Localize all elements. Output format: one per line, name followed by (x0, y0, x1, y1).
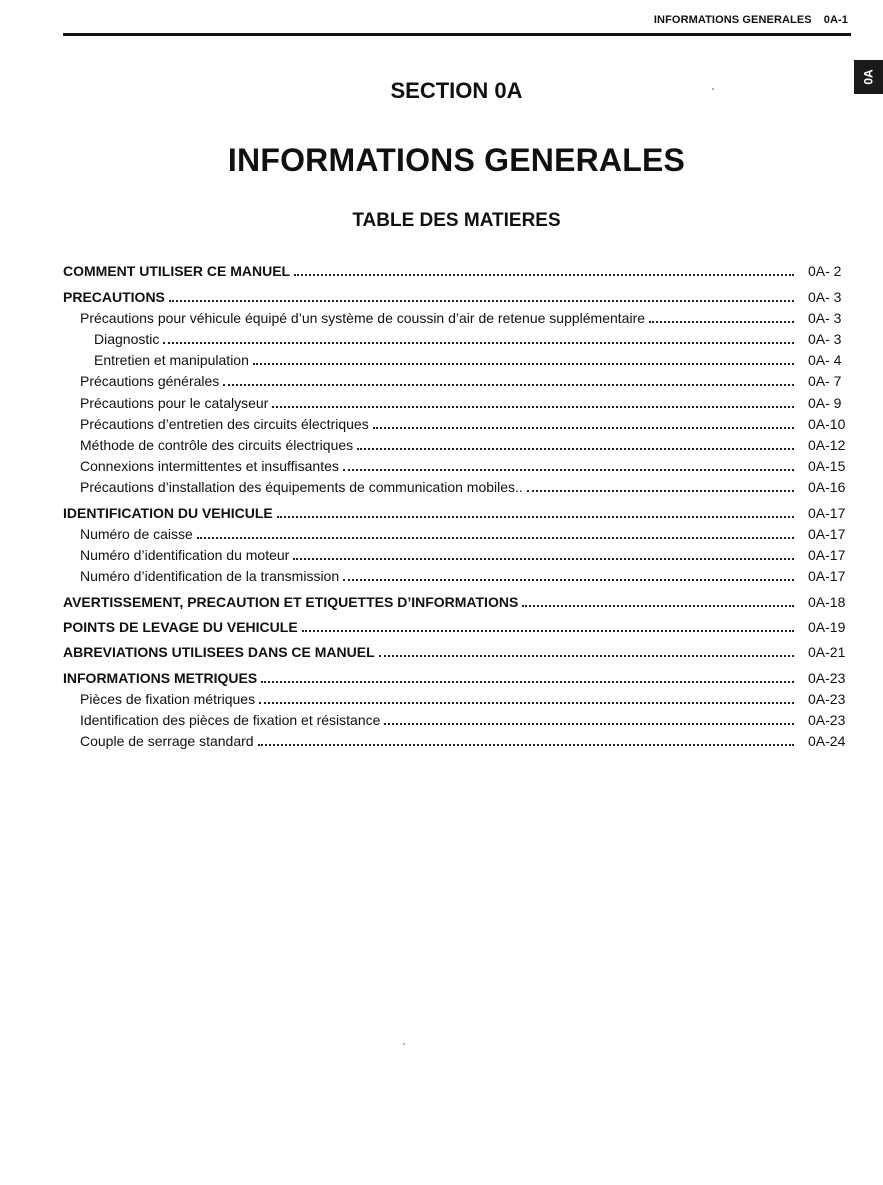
toc-entry-label: Identification des pièces de fixation et résistance (80, 712, 381, 729)
dot-leader (253, 363, 794, 365)
scan-speck (712, 88, 714, 90)
toc-entry[interactable] (63, 347, 854, 368)
dot-leader (277, 516, 794, 518)
dot-leader (197, 537, 794, 539)
toc-entry-label: PRECAUTIONS (63, 288, 165, 305)
dot-leader (373, 427, 794, 429)
dot-leader (302, 630, 794, 632)
section-tab-label: 0A (861, 69, 876, 85)
toc-entry[interactable] (63, 563, 854, 584)
header-rule (63, 33, 851, 36)
page-number: 0A-1 (823, 14, 848, 26)
toc-entry-page: 0A-17 (808, 525, 846, 542)
toc-entry-label: Connexions intermittentes et insuffisantes (80, 458, 339, 475)
toc-entry-page: 0A-15 (808, 458, 846, 475)
toc-entry-label: Méthode de contrôle des circuits électriques (80, 436, 354, 453)
dot-leader (261, 681, 794, 683)
dot-leader (293, 558, 794, 560)
dot-leader (527, 490, 794, 492)
toc-entry[interactable] (63, 639, 854, 660)
toc-entry-label: IDENTIFICATION DU VEHICULE (63, 504, 273, 521)
section-title: SECTION 0A (390, 78, 523, 103)
toc-entry-label: Numéro de caisse (80, 525, 193, 542)
dot-leader (343, 469, 794, 471)
toc-entry-page: 0A-23 (808, 712, 846, 729)
toc-entry[interactable] (63, 588, 854, 609)
toc-entry-page: 0A- 7 (808, 373, 842, 390)
dot-leader (223, 384, 794, 386)
running-header (654, 14, 848, 26)
toc-entry-page: 0A- 4 (808, 352, 842, 369)
dot-leader (169, 300, 794, 302)
toc-entry-page: 0A-24 (808, 733, 846, 750)
toc-entry[interactable] (63, 542, 854, 563)
toc-entry-page: 0A-18 (808, 593, 846, 610)
toc-entry-label: POINTS DE LEVAGE DU VEHICULE (63, 618, 298, 635)
dot-leader (258, 744, 794, 746)
toc-entry[interactable] (63, 368, 854, 389)
toc-entry[interactable] (63, 499, 854, 520)
toc-entry-label: Précautions d’installation des équipements de communication mobiles.. (80, 479, 523, 496)
toc-entry[interactable] (63, 411, 854, 432)
toc-entry-page: 0A-10 (808, 415, 846, 432)
toc-entry-page: 0A-23 (808, 669, 846, 686)
toc-entry-label: Précautions d’entretien des circuits électriques (80, 415, 369, 432)
dot-leader (649, 321, 794, 323)
scan-speck (403, 1043, 405, 1045)
toc-entry-page: 0A-23 (808, 690, 846, 707)
toc-entry-label: Couple de serrage standard (80, 733, 254, 750)
toc-entry-page: 0A-21 (808, 644, 846, 661)
dot-leader (379, 655, 794, 657)
toc-entry-label: Entretien et manipulation (94, 352, 249, 369)
toc-entry[interactable] (63, 686, 854, 707)
dot-leader (259, 702, 794, 704)
toc-entry-page: 0A-16 (808, 479, 846, 496)
toc-entry[interactable] (63, 665, 854, 686)
toc-entry[interactable] (63, 728, 854, 749)
toc-entry[interactable] (63, 283, 854, 304)
toc-entry-page: 0A-17 (808, 504, 846, 521)
toc-entry-page: 0A-19 (808, 618, 846, 635)
toc-entry-label: Précautions pour le catalyseur (80, 394, 269, 411)
toc-entry[interactable] (63, 258, 854, 279)
toc-entry-page: 0A-17 (808, 547, 846, 563)
toc-entry[interactable] (63, 707, 854, 728)
toc-entry-page: 0A- 3 (808, 330, 842, 347)
toc-entry[interactable] (63, 453, 854, 474)
toc-entry[interactable] (63, 521, 854, 542)
running-header-title: INFORMATIONS GENERALES (653, 14, 812, 26)
toc-entry-label: Diagnostic (94, 330, 160, 347)
page-title: INFORMATIONS GENERALES (227, 142, 686, 178)
toc-entry-label: COMMENT UTILISER CE MANUEL (63, 263, 291, 280)
dot-leader (163, 342, 794, 344)
toc-entry[interactable] (63, 305, 854, 326)
toc-entry-label: Numéro d’identification du moteur (80, 547, 290, 563)
table-of-contents (63, 258, 854, 749)
dot-leader (343, 579, 794, 581)
dot-leader (522, 605, 794, 607)
toc-entry-label: Numéro d’identification de la transmission (80, 568, 340, 585)
toc-entry[interactable] (63, 614, 854, 635)
toc-entry-label: INFORMATIONS METRIQUES (63, 669, 258, 686)
dot-leader (384, 723, 794, 725)
toc-entry-label: Précautions générales (80, 373, 220, 390)
toc-entry-label: Pièces de fixation métriques (80, 690, 256, 707)
toc-entry-label: ABREVIATIONS UTILISEES DANS CE MANUEL (63, 644, 375, 661)
toc-entry-page: 0A- 9 (808, 394, 842, 411)
toc-entry[interactable] (63, 432, 854, 453)
toc-entry[interactable] (63, 389, 854, 410)
toc-entry-page: 0A- 3 (808, 288, 842, 305)
dot-leader (294, 274, 794, 276)
toc-entry-label: AVERTISSEMENT, PRECAUTION ET ETIQUETTES D’INFORMATIONS (63, 593, 519, 610)
toc-entry-page: 0A-12 (808, 436, 846, 453)
dot-leader (272, 406, 794, 408)
toc-entry[interactable] (63, 474, 854, 495)
toc-entry-label: Précautions pour véhicule équipé d’un système de coussin d’air de retenue supplémentaire (80, 309, 646, 326)
toc-entry-page: 0A- 2 (808, 263, 842, 280)
toc-entry-page: 0A-17 (808, 568, 846, 585)
toc-entry-page: 0A- 3 (808, 309, 842, 326)
toc-entry[interactable] (63, 326, 854, 347)
toc-heading: TABLE DES MATIERES (352, 210, 561, 231)
dot-leader (357, 448, 794, 450)
